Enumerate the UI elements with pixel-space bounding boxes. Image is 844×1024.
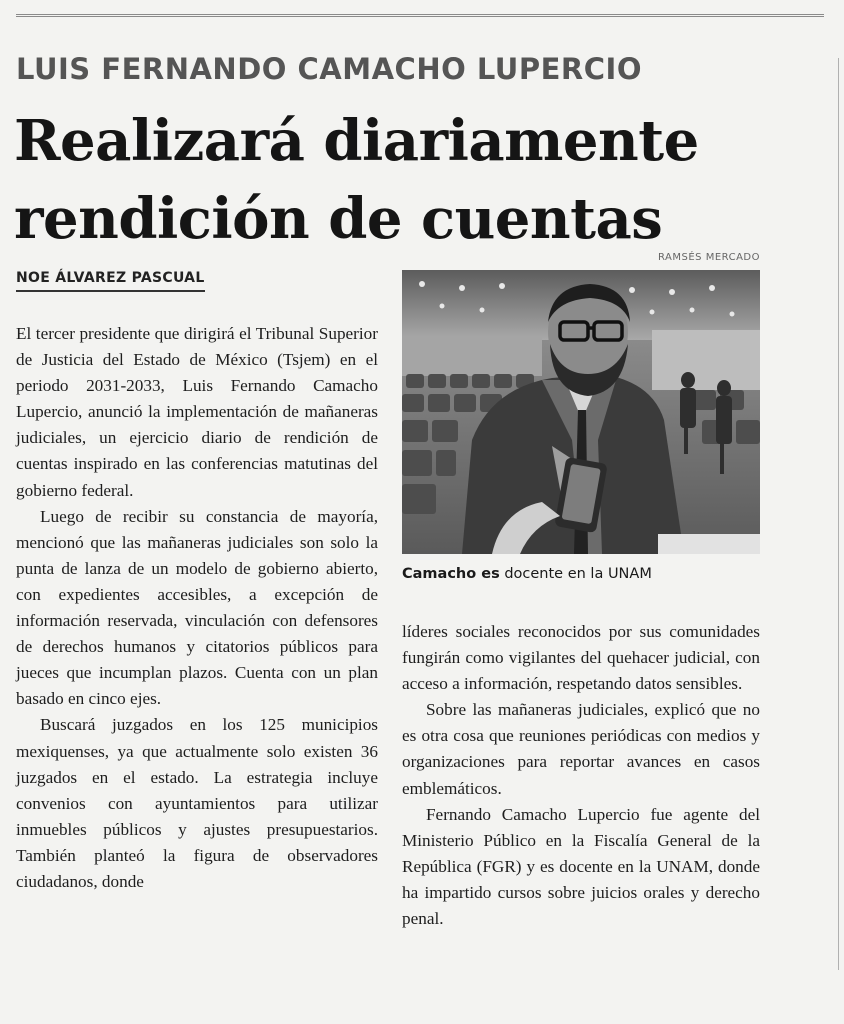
paragraph: Luego de recibir su constancia de mayoría, mencionó que las mañaneras judiciales son solo la punta de lanza de un modelo de gobierno abierto, con expedientes accesibles, a excepción de información reservada, vinculación con defensores de derechos humanos y citatorios públicos para jueces que incumplan plazos. Cuenta con un plan basado en cinco ejes. <box>16 506 378 709</box>
caption-bold: Camacho es <box>402 566 500 582</box>
headline <box>14 102 804 258</box>
kicker: LUIS FERNANDO CAMACHO LUPERCIO <box>16 52 642 86</box>
paragraph: Fernando Camacho Lupercio fue agente del Ministerio Público en la Fiscalía General de la República (FGR) y es docente en la UNAM, donde ha impartido cursos sobre juicios orales y derecho penal. <box>402 804 760 929</box>
headline-line-1: Realizará diariamente <box>14 108 699 174</box>
paragraph: Sobre las mañaneras judiciales, explicó que no es otra cosa que reuniones periódicas con medios y organizaciones para reportar avances en casos emblemáticos. <box>402 700 760 798</box>
article-photo <box>402 270 760 554</box>
top-rule <box>16 14 824 19</box>
paragraph: Buscará juzgados en los 125 municipios mexiquenses, ya que actualmente solo existen 36 juzgados en el estado. La estrategia incluye convenios con ayuntamientos para utilizar inmuebles públicos y ajustes presupuestarios. También planteó la figura de observadores ciudadanos, donde <box>16 715 378 891</box>
article-column-2 <box>402 619 760 932</box>
article-column-1 <box>16 321 378 895</box>
byline: NOE ÁLVAREZ PASCUAL <box>16 270 205 292</box>
photo-credit: RAMSÉS MERCADO <box>658 252 760 263</box>
caption-text: docente en la UNAM <box>499 566 652 582</box>
photo-caption <box>402 566 760 582</box>
paragraph: líderes sociales reconocidos por sus comunidades fungirán como vigilantes del quehacer judicial, con acceso a información, respetando datos sensibles. <box>402 622 760 694</box>
column-rule <box>838 58 839 970</box>
photo-man-interview <box>402 270 760 554</box>
paragraph: El tercer presidente que dirigirá el Tribunal Superior de Justicia del Estado de México (Tsjem) en el periodo 2031-2033, Luis Fernando Camacho Lupercio, anunció la implementación de mañaneras judiciales, un ejercicio diario de rendición de cuentas inspirado en las conferencias matutinas del gobierno federal. <box>16 324 378 500</box>
headline-line-2: rendición de cuentas <box>14 186 663 252</box>
